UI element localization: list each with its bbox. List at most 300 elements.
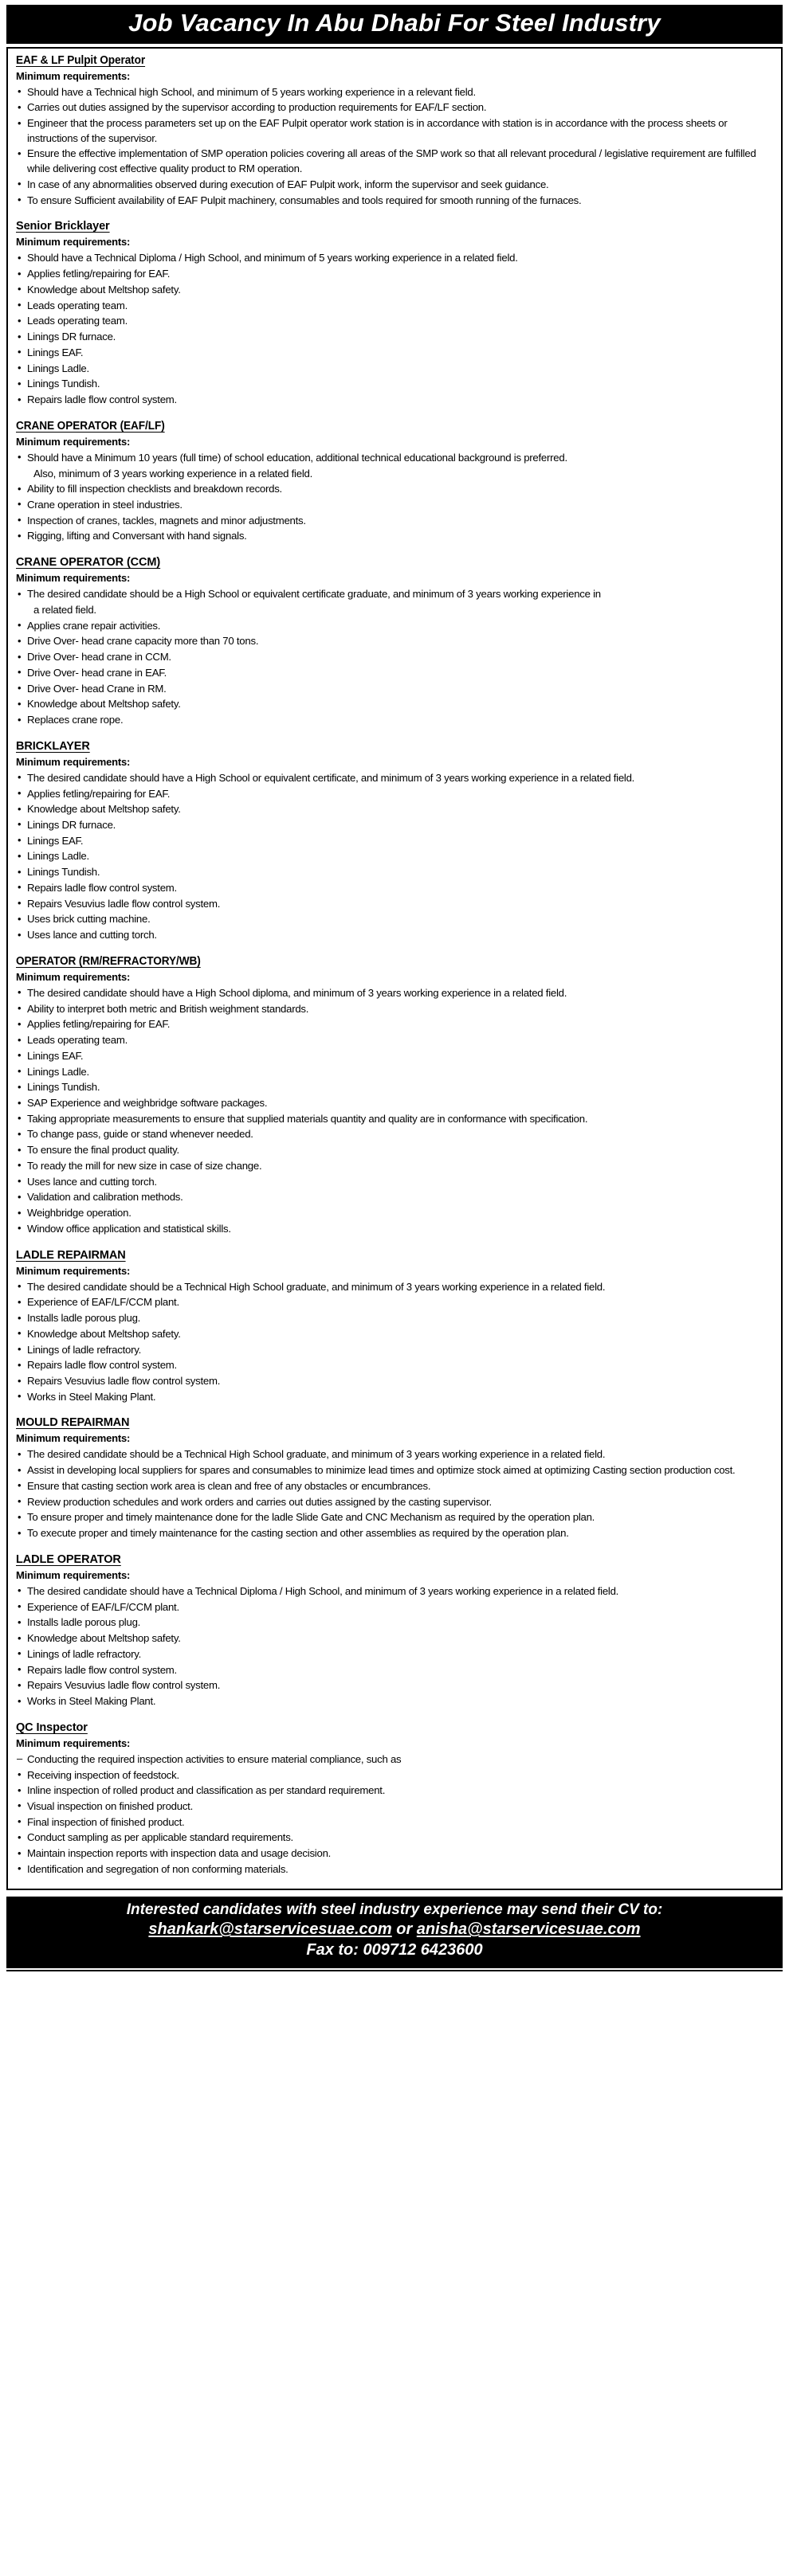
- requirement-text: Experience of EAF/LF/CCM plant.: [27, 1600, 179, 1613]
- bullet-marker-icon: •: [18, 1222, 22, 1235]
- requirement-item: [16, 912, 773, 927]
- bullet-marker-icon: •: [18, 377, 22, 390]
- requirement-item: [16, 834, 773, 849]
- requirement-text: Linings EAF.: [27, 346, 84, 358]
- job-section: [16, 1721, 773, 1877]
- bullet-marker-icon: •: [18, 100, 22, 113]
- requirement-text: Linings Tundish.: [27, 1081, 100, 1094]
- bullet-marker-icon: •: [18, 1033, 22, 1046]
- bullet-marker-icon: •: [18, 1846, 22, 1859]
- bullet-marker-icon: •: [18, 1479, 22, 1492]
- requirement-item: [16, 1678, 773, 1693]
- requirement-item: [16, 330, 773, 345]
- minimum-requirements-label: Minimum requirements:: [16, 1736, 131, 1749]
- bullet-marker-icon: •: [18, 1311, 22, 1324]
- bullet-marker-icon: •: [18, 1815, 22, 1828]
- requirements-list: [16, 1280, 773, 1405]
- requirements-list: [16, 1752, 773, 1877]
- bullet-marker-icon: •: [18, 787, 22, 800]
- requirement-text: Applies crane repair activities.: [27, 619, 161, 632]
- bullet-marker-icon: •: [18, 1280, 22, 1293]
- requirement-item: [16, 194, 773, 209]
- requirement-text: Inspection of cranes, tackles, magnets and minor adjustments.: [27, 514, 306, 527]
- requirement-text: Works in Steel Making Plant.: [27, 1695, 156, 1708]
- job-listings-container: [6, 47, 783, 1890]
- bullet-marker-icon: •: [18, 912, 22, 925]
- bullet-marker-icon: •: [18, 1327, 22, 1340]
- requirement-item: [16, 928, 773, 943]
- bullet-marker-icon: •: [18, 897, 22, 910]
- requirement-item: [16, 1631, 773, 1646]
- requirement-item: [16, 1159, 773, 1174]
- header-banner: [6, 5, 783, 44]
- requirement-text: The desired candidate should be a Technical High School graduate, and minimum of 3 years working experience in a related field.: [27, 1448, 606, 1461]
- bullet-marker-icon: •: [18, 482, 22, 495]
- bullet-marker-icon: •: [18, 451, 22, 464]
- requirement-item: [16, 251, 773, 266]
- requirement-text: Ensure that casting section work area is clean and free of any obstacles or encumbrances.: [27, 1479, 431, 1492]
- requirement-item: [16, 1510, 773, 1525]
- bullet-marker-icon: •: [18, 1783, 22, 1796]
- requirement-item: [16, 1495, 773, 1510]
- requirement-item: [16, 1862, 773, 1877]
- minimum-requirements-label: Minimum requirements:: [16, 1432, 131, 1445]
- email-link-secondary[interactable]: anisha@starservicesuae.com: [416, 1920, 641, 1939]
- requirement-item: [16, 897, 773, 912]
- bullet-marker-icon: •: [18, 1096, 22, 1109]
- requirement-text: Identification and segregation of non conforming materials.: [27, 1862, 289, 1875]
- bullet-marker-icon: •: [18, 587, 22, 600]
- requirement-text: Visual inspection on finished product.: [27, 1799, 193, 1812]
- bullet-marker-icon: •: [18, 147, 22, 159]
- requirement-item: [16, 881, 773, 896]
- bullet-marker-icon: •: [18, 1002, 22, 1015]
- job-title: OPERATOR (RM/REFRACTORY/WB): [16, 954, 201, 968]
- requirement-text: Crane operation in steel industries.: [27, 498, 183, 511]
- requirement-text: Repairs Vesuvius ladle flow control system.: [27, 1679, 221, 1692]
- requirement-item: [16, 603, 773, 618]
- bullet-marker-icon: •: [18, 986, 22, 999]
- requirement-text: The desired candidate should have a High School diploma, and minimum of 3 years working experience in a related field.: [27, 986, 567, 999]
- bullet-marker-icon: •: [18, 283, 22, 296]
- job-title: Senior Bricklayer: [16, 220, 110, 233]
- bullet-marker-icon: •: [18, 1358, 22, 1371]
- bullet-marker-icon: •: [18, 529, 22, 542]
- requirement-item: [16, 1783, 773, 1799]
- requirement-item: [16, 514, 773, 529]
- requirement-item: [16, 1815, 773, 1830]
- requirement-text: Linings Ladle.: [27, 362, 89, 374]
- requirement-item: [16, 346, 773, 361]
- requirement-item: [16, 267, 773, 282]
- minimum-requirements-label: Minimum requirements:: [16, 1264, 131, 1277]
- requirement-text: Applies fetling/repairing for EAF.: [27, 1018, 171, 1031]
- requirement-text: Leads operating team.: [27, 315, 128, 327]
- requirement-text: Knowledge about Meltshop safety.: [27, 1327, 181, 1340]
- requirement-text: To ensure the final product quality.: [27, 1144, 179, 1157]
- requirement-text: Receiving inspection of feedstock.: [27, 1768, 179, 1781]
- bullet-marker-icon: •: [18, 634, 22, 647]
- requirement-item: [16, 147, 773, 176]
- requirement-text: Drive Over- head crane in CCM.: [27, 651, 171, 664]
- requirement-text: Carries out duties assigned by the supervisor according to production requirements for EAF/LF section.: [27, 101, 487, 114]
- requirements-list: [16, 1447, 773, 1541]
- requirement-item: [16, 697, 773, 712]
- bullet-marker-icon: •: [18, 1065, 22, 1078]
- requirement-item: [16, 451, 773, 466]
- requirement-text: Repairs ladle flow control system.: [27, 881, 177, 894]
- requirement-text: Replaces crane rope.: [27, 714, 124, 726]
- requirement-item: [16, 467, 773, 482]
- bullet-marker-icon: •: [18, 1799, 22, 1812]
- minimum-requirements-label: Minimum requirements:: [16, 435, 131, 448]
- bullet-marker-icon: •: [18, 666, 22, 679]
- requirement-text: Final inspection of finished product.: [27, 1815, 185, 1828]
- bullet-marker-icon: •: [18, 1190, 22, 1203]
- requirement-text: To ready the mill for new size in case of size change.: [27, 1159, 262, 1172]
- job-section: [16, 555, 773, 728]
- requirement-item: [16, 1295, 773, 1310]
- requirement-text: Drive Over- head crane capacity more than 70 tons.: [27, 635, 259, 648]
- requirement-text: a related field.: [33, 603, 96, 616]
- requirement-item: [16, 1694, 773, 1709]
- bullet-marker-icon: •: [18, 178, 22, 190]
- requirement-text: SAP Experience and weighbridge software packages.: [27, 1097, 268, 1109]
- requirement-text: Applies fetling/repairing for EAF.: [27, 268, 171, 280]
- job-title: EAF & LF Pulpit Operator: [16, 53, 146, 67]
- bullet-marker-icon: •: [18, 1600, 22, 1613]
- requirement-item: [16, 1327, 773, 1342]
- bullet-marker-icon: •: [18, 1830, 22, 1843]
- job-title: MOULD REPAIRMAN: [16, 1416, 130, 1430]
- requirement-item: [16, 802, 773, 817]
- minimum-requirements-label: Minimum requirements:: [16, 970, 131, 983]
- requirement-item: [16, 787, 773, 802]
- requirement-text: Repairs ladle flow control system.: [27, 393, 177, 406]
- requirement-item: [16, 1206, 773, 1221]
- requirement-text: Validation and calibration methods.: [27, 1191, 183, 1204]
- requirement-item: [16, 682, 773, 697]
- requirement-text: Linings DR furnace.: [27, 818, 116, 831]
- minimum-requirements-label: Minimum requirements:: [16, 1568, 131, 1581]
- requirement-item: [16, 362, 773, 377]
- requirement-text: Linings Ladle.: [27, 1065, 89, 1078]
- requirement-item: [16, 771, 773, 786]
- requirement-item: [16, 314, 773, 329]
- bullet-marker-icon: •: [18, 849, 22, 862]
- requirement-text: Leads operating team.: [27, 299, 128, 311]
- requirement-item: [16, 650, 773, 665]
- fax-number: Fax to: 009712 6423600: [306, 1941, 483, 1959]
- minimum-requirements-label: Minimum requirements:: [16, 236, 131, 249]
- requirement-item: [16, 1080, 773, 1095]
- requirement-text: Inline inspection of rolled product and classification as per standard requirement.: [27, 1784, 386, 1797]
- requirement-item: [16, 529, 773, 544]
- bullet-marker-icon: •: [18, 1631, 22, 1644]
- requirement-item: [16, 1280, 773, 1295]
- requirement-text: Window office application and statistical skills.: [27, 1222, 231, 1235]
- requirement-item: [16, 1143, 773, 1158]
- requirement-item: [16, 1463, 773, 1478]
- requirement-text: Drive Over- head Crane in RM.: [27, 682, 167, 695]
- job-section: [16, 219, 773, 407]
- requirement-item: [16, 1752, 773, 1768]
- bottom-divider: [6, 1970, 783, 1973]
- requirement-text: Taking appropriate measurements to ensure that supplied materials quantity and quality are in conformance with specification.: [27, 1112, 588, 1125]
- requirement-text: To ensure proper and timely maintenance done for the ladle Slide Gate and CNC Mechanism as required by the operation plan.: [27, 1511, 595, 1524]
- bullet-marker-icon: •: [18, 1463, 22, 1476]
- bullet-marker-icon: •: [18, 194, 22, 206]
- requirement-text: Repairs ladle flow control system.: [27, 1359, 177, 1372]
- job-section: [16, 1415, 773, 1541]
- bullet-marker-icon: •: [18, 330, 22, 343]
- requirement-text: Linings Tundish.: [27, 866, 100, 879]
- job-section: [16, 1248, 773, 1405]
- bullet-marker-icon: •: [18, 346, 22, 358]
- requirement-item: [16, 1017, 773, 1032]
- bullet-marker-icon: •: [18, 697, 22, 710]
- bullet-marker-icon: •: [18, 1768, 22, 1780]
- bullet-marker-icon: •: [18, 1615, 22, 1628]
- footer-emails: [6, 1920, 783, 1939]
- job-section: [16, 954, 773, 1237]
- job-title: LADLE OPERATOR: [16, 1552, 121, 1566]
- requirement-text: Rigging, lifting and Conversant with hand signals.: [27, 530, 247, 542]
- requirement-text: Applies fetling/repairing for EAF.: [27, 787, 171, 800]
- requirement-item: [16, 1374, 773, 1389]
- requirement-item: [16, 283, 773, 298]
- minimum-requirements-label: Minimum requirements:: [16, 572, 131, 585]
- requirement-item: [16, 1846, 773, 1862]
- footer-banner: [6, 1897, 783, 1968]
- requirements-list: [16, 451, 773, 544]
- footer-instruction: Interested candidates with steel industry experience may send their CV to:: [126, 1901, 663, 1918]
- requirement-text: Knowledge about Meltshop safety.: [27, 803, 181, 816]
- requirement-item: [16, 482, 773, 497]
- requirement-item: [16, 116, 773, 146]
- requirements-list: [16, 771, 773, 943]
- bullet-marker-icon: •: [18, 1647, 22, 1660]
- requirement-text: Uses brick cutting machine.: [27, 913, 151, 926]
- requirement-item: [16, 1600, 773, 1615]
- bullet-marker-icon: •: [18, 1206, 22, 1219]
- requirement-item: [16, 666, 773, 681]
- requirement-text: Linings Tundish.: [27, 378, 100, 390]
- requirement-text: Assist in developing local suppliers for spares and consumables to minimize lead times and optimize stock aimed at optimizing Casting section production cost.: [27, 1464, 736, 1477]
- bullet-marker-icon: •: [18, 1447, 22, 1460]
- bullet-marker-icon: •: [18, 650, 22, 663]
- bullet-marker-icon: •: [18, 116, 22, 129]
- requirement-item: [16, 986, 773, 1001]
- job-section: [16, 1552, 773, 1709]
- dash-marker-icon: –: [17, 1752, 22, 1765]
- bullet-marker-icon: •: [18, 393, 22, 405]
- bullet-marker-icon: •: [18, 818, 22, 831]
- requirement-text: Linings of ladle refractory.: [27, 1343, 142, 1356]
- requirement-item: [16, 1799, 773, 1815]
- requirement-text: Linings EAF.: [27, 1049, 84, 1062]
- requirement-text: Repairs Vesuvius ladle flow control system.: [27, 897, 221, 910]
- bullet-marker-icon: •: [18, 713, 22, 726]
- requirement-item: [16, 1222, 773, 1237]
- requirement-item: [16, 178, 773, 193]
- bullet-marker-icon: •: [18, 314, 22, 327]
- requirement-text: Should have a Technical Diploma / High School, and minimum of 5 years working experience in a related field.: [27, 252, 518, 264]
- requirement-item: [16, 1768, 773, 1783]
- requirement-text: Drive Over- head crane in EAF.: [27, 666, 167, 679]
- requirement-text: Works in Steel Making Plant.: [27, 1390, 156, 1403]
- requirement-text: Knowledge about Meltshop safety.: [27, 283, 181, 296]
- bullet-marker-icon: •: [18, 1495, 22, 1508]
- requirements-list: [16, 986, 773, 1237]
- minimum-requirements-label: Minimum requirements:: [16, 755, 131, 768]
- requirement-text: Repairs Vesuvius ladle flow control system.: [27, 1375, 221, 1388]
- bullet-marker-icon: •: [18, 299, 22, 311]
- requirement-text: Should have a Minimum 10 years (full time) of school education, additional technical educational background is preferred.: [27, 451, 567, 464]
- requirement-item: [16, 1002, 773, 1017]
- requirement-text: Leads operating team.: [27, 1034, 128, 1047]
- requirements-list: [16, 587, 773, 728]
- requirement-item: [16, 587, 773, 602]
- requirement-text: Weighbridge operation.: [27, 1207, 132, 1219]
- requirement-item: [16, 1647, 773, 1662]
- bullet-marker-icon: •: [18, 1374, 22, 1387]
- bullet-marker-icon: •: [18, 802, 22, 815]
- requirement-item: [16, 1065, 773, 1080]
- requirement-text: Uses lance and cutting torch.: [27, 1175, 157, 1188]
- requirement-item: [16, 1584, 773, 1599]
- requirement-text: Ability to fill inspection checklists and breakdown records.: [27, 483, 282, 495]
- job-title: LADLE REPAIRMAN: [16, 1248, 126, 1262]
- requirement-text: Maintain inspection reports with inspection data and usage decision.: [27, 1847, 332, 1860]
- email-link-primary[interactable]: shankark@starservicesuae.com: [148, 1920, 392, 1939]
- requirement-text: The desired candidate should be a High School or equivalent certificate graduate, and minimum of 3 years working experience in: [27, 588, 601, 601]
- bullet-marker-icon: •: [18, 1049, 22, 1062]
- requirement-text: Linings EAF.: [27, 834, 84, 847]
- bullet-marker-icon: •: [18, 1080, 22, 1093]
- bullet-marker-icon: •: [18, 1112, 22, 1125]
- requirement-item: [16, 1479, 773, 1494]
- requirement-text: Ensure the effective implementation of SMP operation policies covering all areas of the SMP work so that all relevant procedural / legislative requirement are fulfilled while delivering cost effective quality product to RM operation.: [27, 147, 756, 175]
- bullet-marker-icon: •: [18, 251, 22, 264]
- requirement-text: Linings Ladle.: [27, 850, 89, 863]
- requirement-item: [16, 1615, 773, 1631]
- bullet-marker-icon: •: [18, 1862, 22, 1875]
- requirement-item: [16, 377, 773, 392]
- bullet-marker-icon: •: [18, 928, 22, 941]
- bullet-marker-icon: •: [18, 498, 22, 511]
- requirement-item: [16, 1190, 773, 1205]
- requirement-item: [16, 299, 773, 314]
- bullet-marker-icon: •: [18, 619, 22, 632]
- bullet-marker-icon: •: [18, 1175, 22, 1188]
- requirement-item: [16, 1049, 773, 1064]
- bullet-marker-icon: •: [18, 1295, 22, 1308]
- requirement-item: [16, 1112, 773, 1127]
- requirement-item: [16, 849, 773, 864]
- requirement-item: [16, 1343, 773, 1358]
- requirement-text: Should have a Technical high School, and minimum of 5 years working experience in a relevant field.: [27, 85, 476, 98]
- page-title: Job Vacancy In Abu Dhabi For Steel Industry: [128, 9, 661, 37]
- bullet-marker-icon: •: [18, 1663, 22, 1676]
- requirement-text: Repairs ladle flow control system.: [27, 1663, 177, 1676]
- job-section: [16, 419, 773, 544]
- requirement-item: [16, 1390, 773, 1405]
- requirement-text: Also, minimum of 3 years working experience in a related field.: [33, 467, 313, 480]
- requirement-text: Conduct sampling as per applicable standard requirements.: [27, 1831, 293, 1844]
- requirement-text: To ensure Sufficient availability of EAF Pulpit machinery, consumables and tools required for smooth running of the furnaces.: [27, 194, 582, 206]
- requirement-item: [16, 1033, 773, 1048]
- bullet-marker-icon: •: [18, 1143, 22, 1156]
- job-title: CRANE OPERATOR (EAF/LF): [16, 419, 165, 433]
- minimum-requirements-label: Minimum requirements:: [16, 69, 131, 82]
- bullet-marker-icon: •: [18, 1526, 22, 1539]
- requirement-text: Installs ladle porous plug.: [27, 1312, 141, 1325]
- job-title: BRICKLAYER: [16, 739, 90, 753]
- requirement-item: [16, 1127, 773, 1142]
- requirement-item: [16, 1311, 773, 1326]
- requirement-item: [16, 498, 773, 513]
- requirement-item: [16, 1447, 773, 1462]
- requirement-item: [16, 634, 773, 649]
- bullet-marker-icon: •: [18, 1584, 22, 1597]
- requirements-list: [16, 1584, 773, 1709]
- bullet-marker-icon: •: [18, 267, 22, 280]
- requirement-text: Ability to interpret both metric and British weighment standards.: [27, 1002, 309, 1015]
- bullet-marker-icon: •: [18, 1159, 22, 1172]
- requirement-text: To change pass, guide or stand whenever needed.: [27, 1128, 253, 1141]
- requirement-text: Review production schedules and work orders and carries out duties assigned by the casting supervisor.: [27, 1495, 492, 1508]
- bullet-marker-icon: •: [18, 1017, 22, 1030]
- requirement-text: Experience of EAF/LF/CCM plant.: [27, 1296, 179, 1309]
- bullet-marker-icon: •: [18, 771, 22, 784]
- requirement-text: Engineer that the process parameters set up on the EAF Pulpit operator work station is in accordance with station is in accordance with the process sheets or instructions of the supervisor.: [27, 117, 728, 144]
- requirement-text: To execute proper and timely maintenance for the casting section and other assemblies as required by the operation plan.: [27, 1527, 569, 1540]
- bullet-marker-icon: •: [18, 1678, 22, 1691]
- requirement-text: The desired candidate should be a Technical High School graduate, and minimum of 3 years working experience in a related field.: [27, 1280, 606, 1293]
- requirement-text: Knowledge about Meltshop safety.: [27, 698, 181, 711]
- bullet-marker-icon: •: [18, 834, 22, 847]
- bullet-marker-icon: •: [18, 85, 22, 98]
- requirement-item: [16, 1096, 773, 1111]
- email-separator: or: [391, 1920, 417, 1939]
- requirement-text: In case of any abnormalities observed during execution of EAF Pulpit work, inform the supervisor and seek guidance.: [27, 178, 549, 190]
- requirement-text: The desired candidate should have a Technical Diploma / High School, and minimum of 3 years working experience in a related field.: [27, 1584, 619, 1597]
- job-title: QC Inspector: [16, 1721, 88, 1734]
- requirement-item: [16, 393, 773, 408]
- requirement-text: Linings of ladle refractory.: [27, 1647, 142, 1660]
- job-section: [16, 739, 773, 943]
- job-section: [16, 53, 773, 209]
- bullet-marker-icon: •: [18, 1343, 22, 1356]
- requirement-item: [16, 85, 773, 100]
- requirement-text: Linings DR furnace.: [27, 331, 116, 343]
- requirement-item: [16, 1526, 773, 1541]
- requirement-text: Conducting the required inspection activities to ensure material compliance, such as: [27, 1752, 402, 1765]
- requirement-item: [16, 713, 773, 728]
- requirement-item: [16, 619, 773, 634]
- bullet-marker-icon: •: [18, 1390, 22, 1403]
- bullet-marker-icon: •: [18, 362, 22, 374]
- requirement-item: [16, 1175, 773, 1190]
- bullet-marker-icon: •: [18, 682, 22, 695]
- requirement-text: The desired candidate should have a High School or equivalent certificate, and minimum of 3 years working experience in a related field.: [27, 771, 635, 784]
- requirement-item: [16, 865, 773, 880]
- bullet-marker-icon: •: [18, 881, 22, 894]
- requirement-text: Uses lance and cutting torch.: [27, 929, 157, 942]
- bullet-marker-icon: •: [18, 1127, 22, 1140]
- requirements-list: [16, 251, 773, 407]
